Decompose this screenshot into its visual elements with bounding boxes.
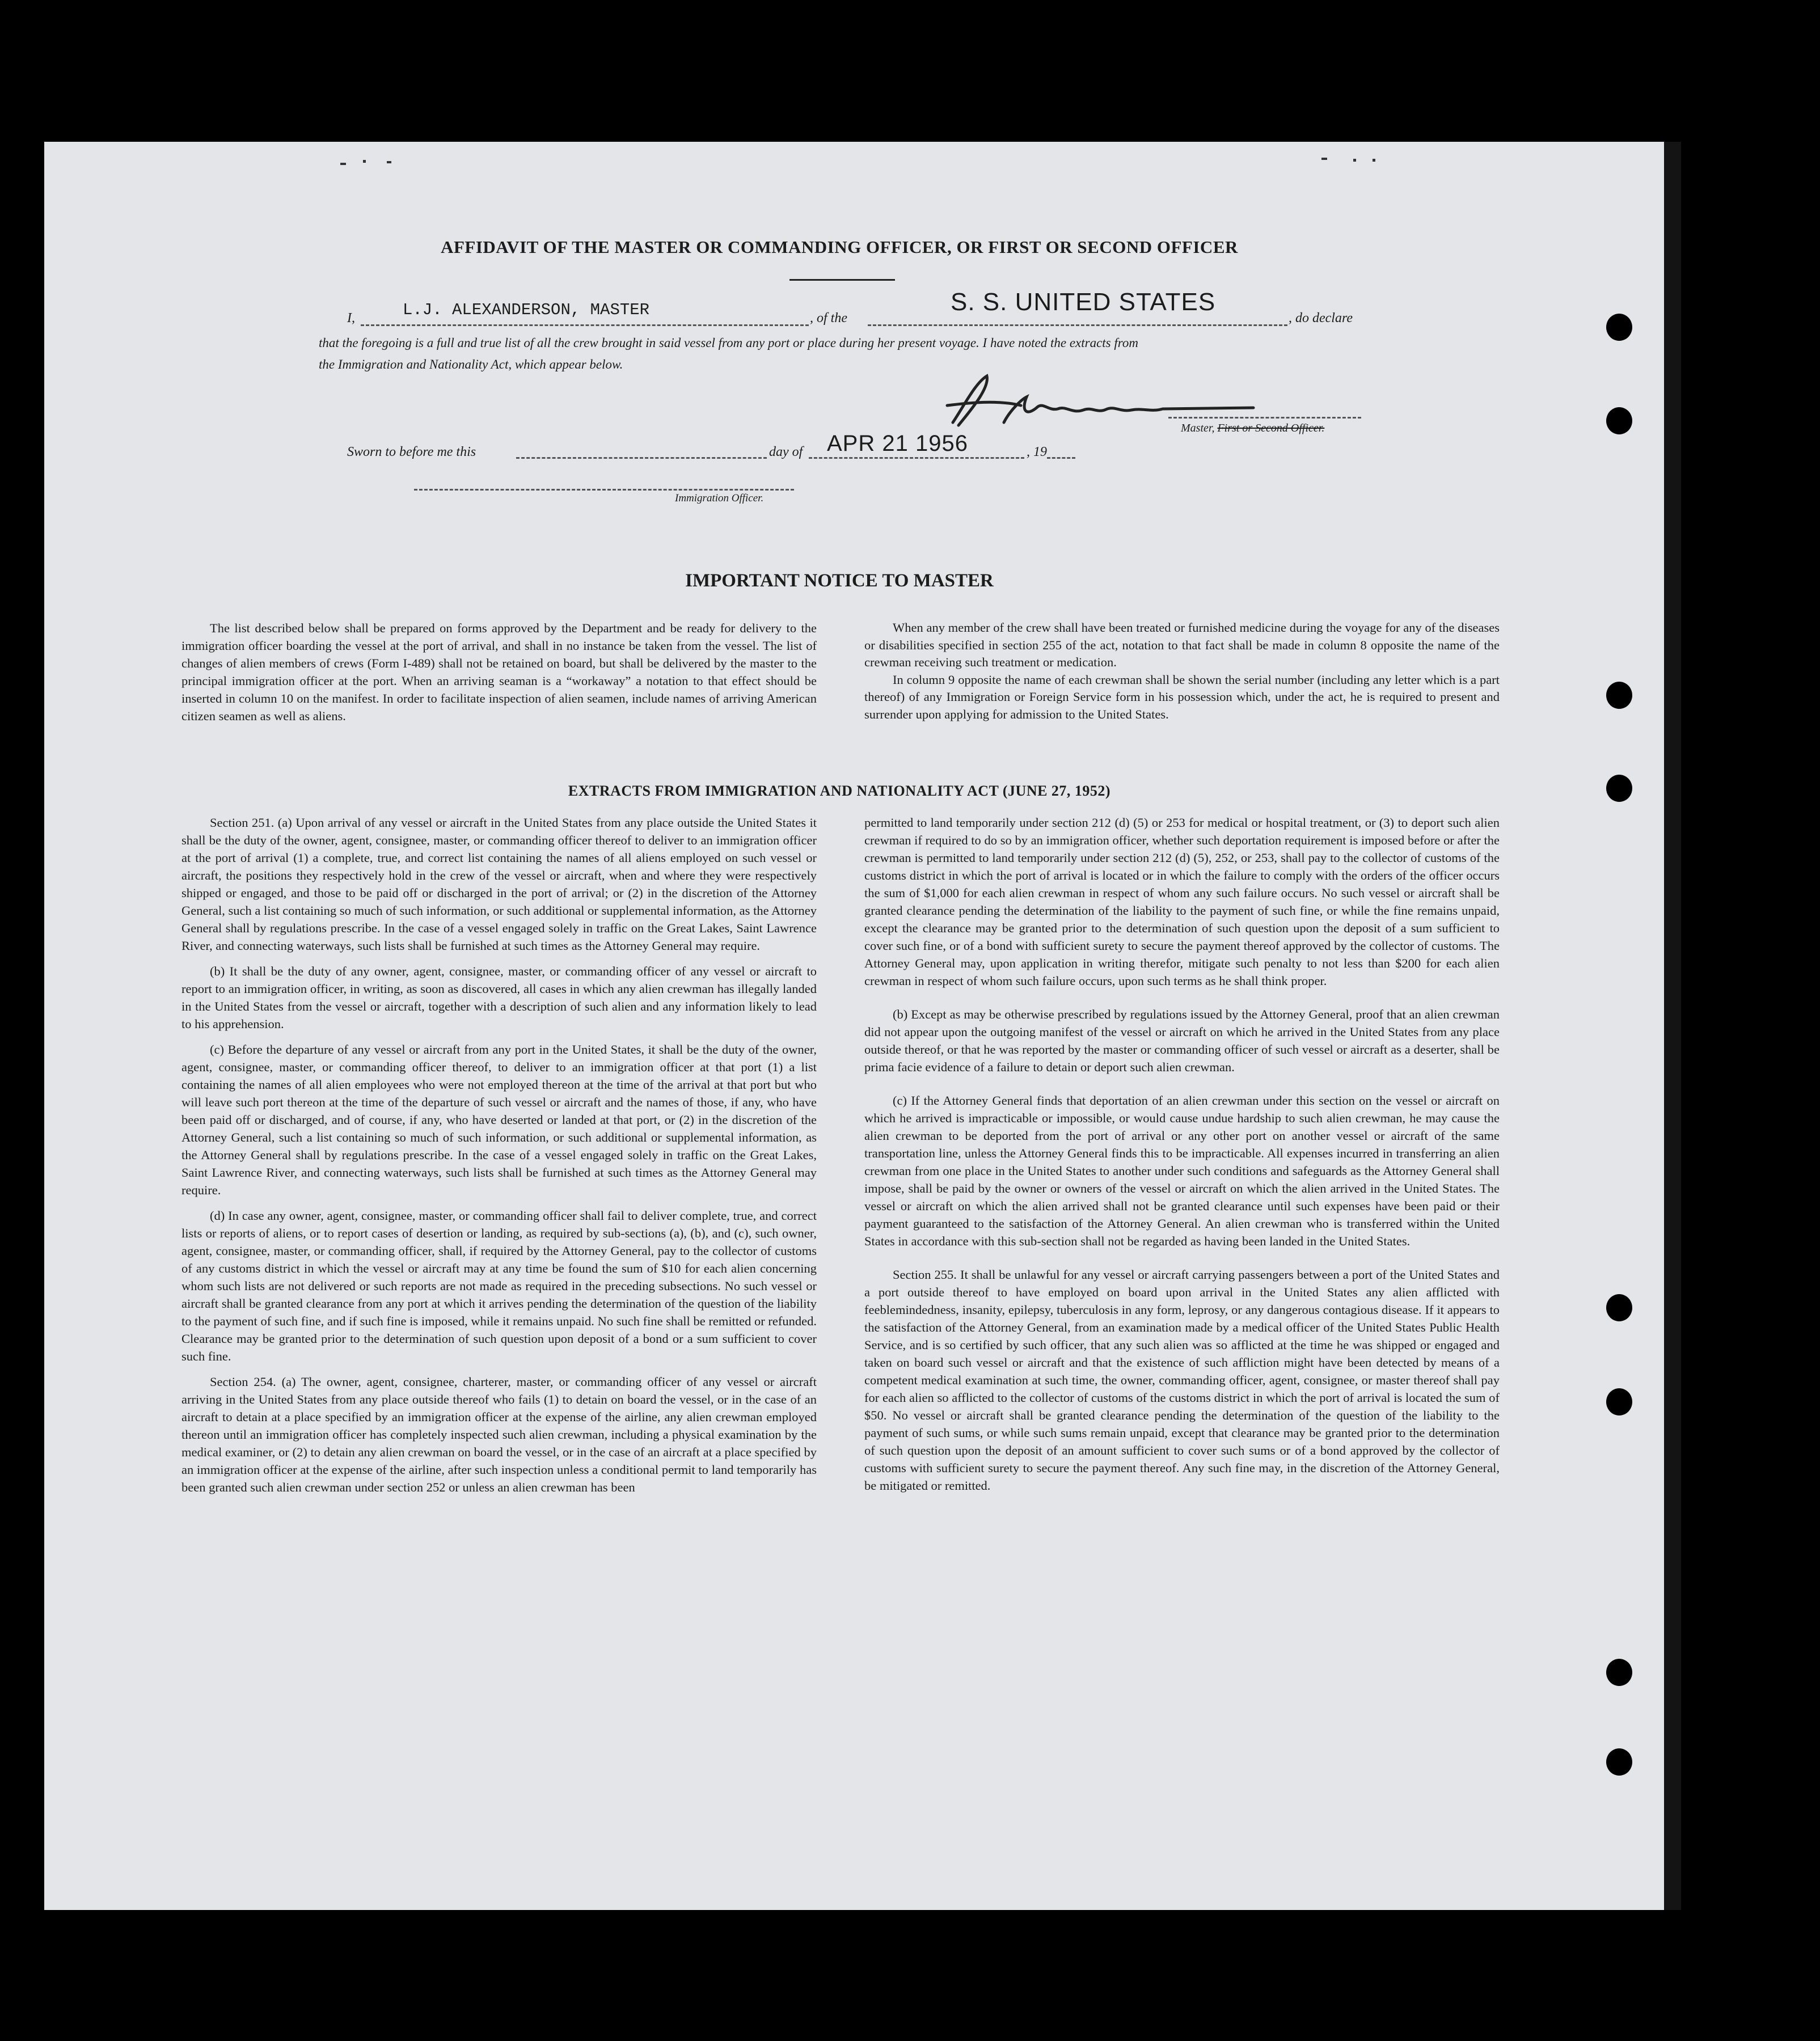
- year-line: [1047, 457, 1075, 459]
- officer-caption: Immigration Officer.: [675, 492, 764, 504]
- notice-right-paragraph-1: When any member of the crew shall have been treated or furnished medicine during the voyage for any of the diseases or disabilities specified in section 255 of the act, notation to that fact shall be made in column 8 opposite the name of the crewman receiving such treatment or medication.: [864, 620, 1500, 669]
- signature-caption: [1181, 422, 1324, 435]
- section-251-c: (c) Before the departure of any vessel or aircraft from any port in the United States, it shall be the duty of the owner, agent, consignee, master, or commanding officer thereof, to deliver to an immigration officer at that port (1) a list containing the names of all alien employees who were not employed thereon at the time of the arrival at that port but who will leave such port thereon at the time of the departure of such vessel or aircraft and the names of those, if any, who have been paid off or discharged, and of course, if any, who have deserted or landed at that port, or (2) in the discretion of the Attorney General, such a list containing so much of such information, or such additional or supplemental information, as the Attorney General shall by regulations prescribe. In the case of a vessel engaged solely in traffic on the Great Lakes, Saint Lawrence River, and connecting waterways, such lists shall be furnished at such times as the Attorney General may require.: [181, 1042, 817, 1197]
- notice-right-column: [864, 619, 1500, 723]
- punch-hole: [1606, 407, 1632, 434]
- section-254-c: (c) If the Attorney General finds that deportation of an alien crewman under this section on the vessel or aircraft on which he arrived is impracticable or impossible, or would cause undue hardship to such alien crewman, he may cause the alien crewman to be deported from the port of arrival or any other port on another vessel or aircraft of the same transportation line, unless the Attorney General finds this to be impracticable. All expenses incurred in transferring an alien crewman from one place in the United States to another under such conditions and safeguards as the Attorney General shall impose, shall be paid by the owner or owners of the vessel or aircraft on which the alien arrived in the United States. The vessel or aircraft on which the alien arrived shall not be granted clearance until such expenses have been paid or their payment guaranteed to the satisfaction of the Attorney General. An alien crewman who is transferred within the United States in accordance with this sub-section shall not be regarded as having been landed in the United States.: [864, 1093, 1500, 1248]
- of-the-text: , of the: [810, 311, 847, 326]
- section-254-a-continued: permitted to land temporarily under section 212 (d) (5) or 253 for medical or hospital treatment, or (3) to deport such alien crewman if required to do so by an immigration officer, whether such deportation requirement is imposed before or after the crewman is permitted to land temporarily under section 212 (d) (5), 252, or 253, shall pay to the collector of customs of the customs district in which the port of arrival is located or in which the failure to comply with the orders of the officer occurs the sum of $1,000 for each alien crewman in respect of whom any such failure occurs. No such vessel or aircraft shall be granted clearance pending the determination of the liability to the payment of such fine, or while the fine remains unpaid, except the clearance may be granted prior to the determination of such question upon the deposit of a sum sufficient to cover such fine, or of a bond with sufficient surety to secure the payment thereof approved by the collector of customs. The Attorney General may, upon application in writing therefor, mitigate such penalty to not less than $200 for each alien crewman in respect of whom such failure occurs, upon such terms as he shall think proper.: [864, 815, 1500, 988]
- caption-master: Master,: [1181, 422, 1215, 434]
- notice-right-paragraph-2: In column 9 opposite the name of each crewman shall be shown the serial number (including any letter which is a part thereof) of any Immigration or Foreign Service form in his possession which, under the act, he is required to present and surrender upon applying for admission to the United States.: [864, 672, 1500, 721]
- section-251-a: Section 251. (a) Upon arrival of any vessel or aircraft in the United States from any place outside the United States it shall be the duty of the owner, agent, consignee, master, or commanding officer thereof to deliver to an immigration officer at the port of arrival (1) a complete, true, and correct list containing the names of all aliens employed on such vessel or aircraft, the positions they respectively hold in the crew of the vessel or aircraft, when and where they were respectively shipped or engaged, and those to be paid off or discharged in the port of arrival; or (2) in the discretion of the Attorney General, such a list containing so much of such information, or such additional or supplemental information, as the Attorney General shall by regulations prescribe. In the case of a vessel engaged solely in traffic on the Great Lakes, Saint Lawrence River, and connecting waterways, such lists shall be furnished at such times as the Attorney General may require.: [181, 815, 817, 953]
- speck: [387, 161, 391, 163]
- notice-title: IMPORTANT NOTICE TO MASTER: [685, 571, 994, 591]
- extracts-right-column: [864, 814, 1500, 1494]
- punch-hole: [1606, 314, 1632, 341]
- master-name-line: [361, 324, 809, 326]
- speck: [340, 163, 346, 165]
- punch-hole: [1606, 775, 1632, 802]
- section-254-b: (b) Except as may be otherwise prescribed by regulations issued by the Attorney General, proof that an alien crewman did not appear upon the outgoing manifest of the vessel or aircraft on which he arrived in the United States from any place outside thereof, or that he was reported by the master or commanding officer of such vessel or aircraft as a deserter, shall be prima facie evidence of a failure to detain or deport such alien crewman.: [864, 1007, 1500, 1074]
- day-of-text: day of: [769, 445, 803, 459]
- section-255: Section 255. It shall be unlawful for any vessel or aircraft carrying passengers between a port of the United States and a port outside thereof to have employed on board upon arrival in the United States any alien afflicted with feeblemindedness, insanity, epilepsy, tuberculosis in any form, leprosy, or any dangerous contagious disease. If it appears to the satisfaction of the Attorney General, from an examination made by a medical officer of the United States Public Health Service, and is so certified by such officer, that any such alien was so afflicted at the time he was shipped or engaged and taken on board such vessel or aircraft and that the existence of such affliction might have been detected by means of a competent medical examination at such time, the owner, commanding officer, agent, consignee, or master thereof shall pay for each alien so afflicted to the collector of customs of the customs district in which the port of arrival is located the sum of $50. No vessel or aircraft shall be granted clearance pending the determination of the question of the liability to the payment of such sums, or while such sums remain unpaid, except that clearance may be granted prior to the determination of such question upon the deposit of an amount sufficient to cover such sums or of a bond approved by the collector of customs with sufficient surety to secure the payment thereof. Any such fine may, in the discretion of the Attorney General, be mitigated or remitted.: [864, 1267, 1500, 1493]
- speck: [1373, 159, 1375, 162]
- extracts-left-column: [181, 814, 817, 1496]
- section-254-a: Section 254. (a) The owner, agent, consignee, charterer, master, or commanding officer of any vessel or aircraft arriving in the United States from any place outside thereof who fails (1) to detain on board the vessel, or in the case of an aircraft to detain at a place specified by an immigration officer at the expense of the airline, any alien crewman employed thereon until an immigration officer has completely inspected such alien crewman, including a physical examination by the medical examiner, or (2) to detain any alien crewman on board the vessel, or in the case of an aircraft at a place specified by an immigration officer at the expense of the airline, after such inspection unless a conditional permit to land temporarily has been granted such alien crewman under section 252 or unless an alien crewman has been: [181, 1375, 817, 1494]
- punch-hole: [1606, 682, 1632, 709]
- vessel-name-stamp: S. S. UNITED STATES: [951, 288, 1216, 316]
- officer-line: [414, 489, 794, 491]
- nineteen-text: , 19: [1027, 445, 1047, 459]
- extracts-title: EXTRACTS FROM IMMIGRATION AND NATIONALITY ACT (JUNE 27, 1952): [568, 783, 1111, 799]
- sworn-text: Sworn to before me this: [347, 445, 476, 459]
- punch-hole: [1606, 1659, 1632, 1686]
- speck: [1353, 159, 1356, 162]
- master-name: L.J. ALEXANDERSON, MASTER: [403, 301, 650, 319]
- section-251-d: (d) In case any owner, agent, consignee, master, or commanding officer shall fail to deliver complete, true, and correct lists or reports of aliens, or to report cases of desertion or landing, as required by sub-sections (a), (b), and (c), such owner, agent, consignee, master, or commanding officer, shall, if required by the Attorney General, pay to the collector of customs of any customs district in which the vessel or aircraft may at any time be found the sum of $10 for each alien concerning whom such lists are not delivered or such reports are not made as required in the preceding subsections. No such vessel or aircraft shall be granted clearance from any port at which it arrives pending the determination of the question of the liability to the payment of such fine, and if such fine is imposed, while it remains unpaid. No such fine shall be remitted or refunded. Clearance may be granted prior to the determination of such question upon deposit of a bond or a sum sufficient to cover such fine.: [181, 1208, 817, 1363]
- declaration-line-1: that the foregoing is a full and true list of all the crew brought in said vessel from any port or place during her present voyage. I have noted the extracts from: [319, 336, 1138, 350]
- date-line: [809, 457, 1024, 459]
- page-edge-shadow: [1664, 142, 1681, 1910]
- notice-left-paragraph: The list described below shall be prepared on forms approved by the Department and be ready for delivery to the immigration officer boarding the vessel at the port of arrival, and shall in no instance be taken from the vessel. The list of changes of alien members of crews (Form I-489) shall not be retained on board, but shall be delivered by the master to the principal immigration officer at the port. When an arriving seaman is a “workaway” a notation to that effect should be inserted in column 10 on the manifest. In order to facilitate inspection of alien seamen, include names of arriving American citizen seamen as well as aliens.: [181, 621, 817, 723]
- affidavit-title: AFFIDAVIT OF THE MASTER OR COMMANDING OFFICER, OR FIRST OR SECOND OFFICER: [441, 237, 1238, 257]
- notice-left-column: [181, 619, 817, 725]
- punch-hole: [1606, 1294, 1632, 1321]
- do-declare-text: , do declare: [1289, 311, 1353, 326]
- speck: [1321, 158, 1327, 160]
- signature-line: [1168, 417, 1361, 419]
- section-251-b: (b) It shall be the duty of any owner, agent, consignee, master, or commanding officer of any vessel or aircraft to report to an immigration officer, in writing, as soon as discovered, all cases in which any alien crewman has illegally landed in the United States from the vessel or aircraft, together with a description of such alien and any information likely to lead to his apprehension.: [181, 964, 817, 1031]
- title-rule: [789, 279, 895, 281]
- vessel-name-line: [868, 324, 1287, 326]
- sworn-day-line: [516, 457, 767, 459]
- declaration-line-2: the Immigration and Nationality Act, which appear below.: [319, 357, 623, 371]
- punch-hole: [1606, 1748, 1632, 1776]
- affidavit-i: I,: [347, 311, 355, 326]
- caption-struck-officer: First or Second Officer.: [1217, 422, 1325, 434]
- speck: [363, 160, 366, 163]
- punch-hole: [1606, 1388, 1632, 1415]
- date-stamp: APR 21 1956: [827, 431, 968, 456]
